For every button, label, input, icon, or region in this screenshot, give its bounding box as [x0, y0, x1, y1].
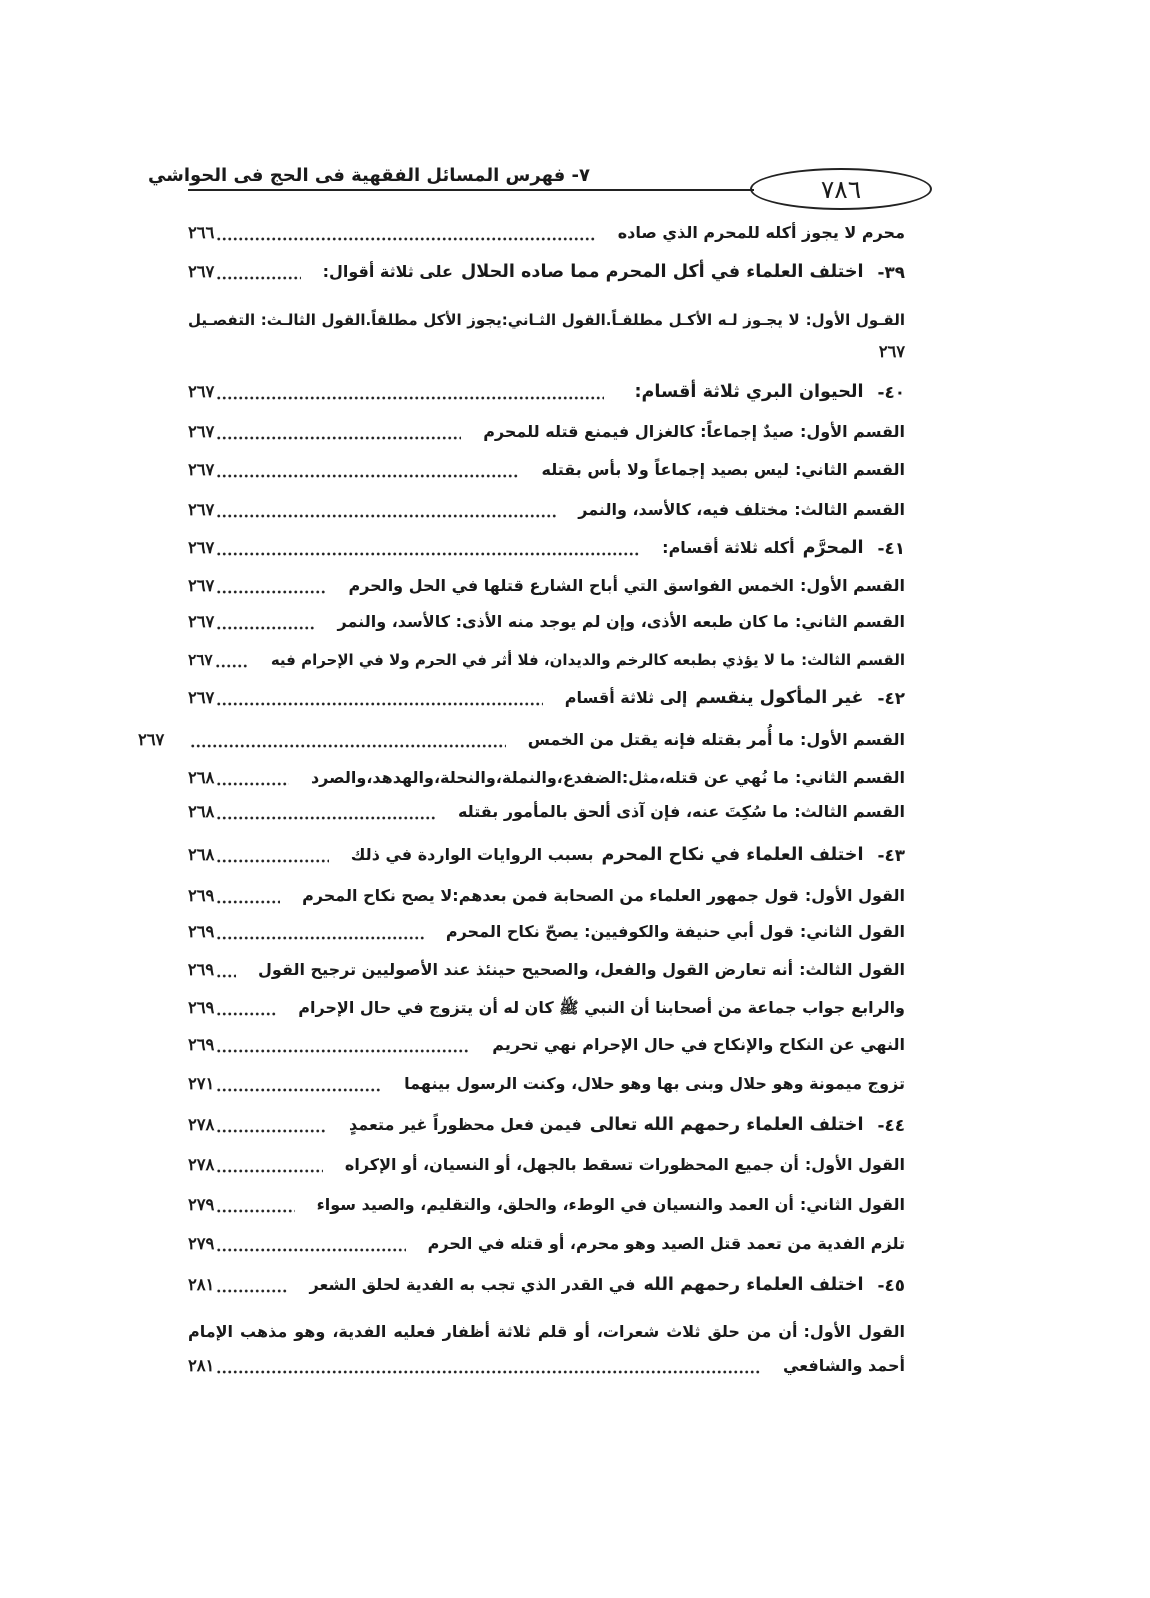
dot-leader	[216, 417, 461, 447]
index-heading-entry	[188, 377, 905, 407]
index-entry	[188, 455, 905, 485]
dot-leader	[216, 797, 436, 827]
dot-leader	[216, 840, 328, 870]
page-reference: ٢٧٨	[188, 1155, 215, 1174]
page-reference: ٢٦٧	[188, 612, 215, 631]
index-entry	[188, 1229, 905, 1259]
dot-leader	[216, 1190, 294, 1220]
page-reference: ٢٦٧	[188, 262, 215, 281]
entry-text: ما أُمر بقتله فإنه يقتل من الخمس	[527, 730, 794, 749]
entry-heading: المحرَّم	[802, 538, 864, 558]
entry-text: ما لا يؤذي بطبعه كالرخم والديدان، فلا أثر في الحرم ولا في الإحرام فيه	[270, 651, 796, 669]
page-reference: ٢٦٩	[188, 998, 215, 1017]
entry-number: ٤١-	[877, 538, 905, 558]
dot-leader	[190, 725, 506, 755]
index-entry	[188, 955, 905, 985]
index-entry	[188, 645, 905, 675]
page-reference: ٢٨١	[188, 1356, 215, 1375]
entry-text: جواب جماعة من أصحابنا أن النبي ﷺ كان له أن يتزوج في حال الإحرام	[298, 998, 846, 1017]
entry-label: القسم الثاني:	[794, 768, 905, 787]
entry-text: مختلف فيه، كالأسد، والنمر	[578, 500, 789, 519]
entry-text: الخمس الفواسق التي أباح الشارع قتلها في الحل والحرم	[348, 576, 794, 595]
entry-label: القول الأول:	[803, 1322, 905, 1341]
index-entry-continuation	[188, 1351, 905, 1381]
entry-label: القسم الثاني:	[794, 612, 905, 631]
page-reference: ٢٦٧	[188, 576, 215, 595]
dot-leader	[216, 993, 276, 1023]
dot-leader	[216, 607, 315, 637]
dot-leader	[216, 1270, 287, 1300]
entry-heading: غير المأكول ينقسم	[695, 688, 864, 708]
entry-text: تلزم الفدية من تعمد قتل الصيد وهو محرم، أو قتله في الحرم	[427, 1234, 905, 1253]
index-heading-entry	[188, 840, 905, 870]
page-reference: ٢٦٧	[188, 382, 215, 401]
entry-text-continuation: أحمد والشافعي	[783, 1356, 905, 1375]
index-entry	[188, 495, 905, 525]
dot-leader	[216, 1030, 470, 1060]
entry-label: القول الثاني:	[799, 922, 905, 941]
index-entry	[188, 881, 905, 911]
page-reference: ٢٦٨	[188, 845, 215, 864]
entry-text: أن من حلق ثلاث شعرات، أو قلم ثلاثة أظفار فعليه الفدية، وهو مذهب الإمام	[188, 1322, 798, 1341]
entry-text: ما نُهي عن قتله،مثل:الضفدع،والنملة،والنحلة،والهدهد،والصرد	[310, 768, 789, 787]
index-entry	[188, 1150, 905, 1180]
entry-text: لا يجـوز لـه الأكـل مطلقـاً.القول الثـاني:يجوز الأكل مطلقاً.القول الثالـث: التفصـيل	[188, 311, 800, 329]
index-entry	[188, 571, 905, 601]
index-entry	[188, 1030, 905, 1060]
index-heading-entry	[188, 257, 905, 287]
entry-label: القسم الثالث:	[801, 651, 905, 669]
dot-leader	[216, 455, 519, 485]
index-heading-entry	[188, 1110, 905, 1140]
entry-label: القول الثاني:	[799, 1195, 905, 1214]
entry-text: محرم لا يجوز أكله للمحرم الذي صاده	[617, 223, 905, 242]
entry-text: على ثلاثة أقوال:	[322, 262, 453, 281]
page-reference: ٢٦٩	[188, 886, 215, 905]
entry-label: القسم الأول:	[799, 576, 905, 595]
page-reference: ٢٦٧	[878, 342, 905, 361]
entry-text: النهي عن النكاح والإنكاح في حال الإحرام نهي تحريم	[492, 1035, 905, 1054]
dot-leader	[216, 533, 640, 563]
entry-text: قول جمهور العلماء من الصحابة فمن بعدهم:لا يصح نكاح المحرم	[302, 886, 799, 905]
page-reference: ٢٧٨	[188, 1115, 215, 1134]
index-entry	[138, 725, 905, 755]
dot-leader	[216, 1150, 323, 1180]
entry-number: ٤٣-	[877, 845, 905, 865]
entry-number: ٤٥-	[877, 1275, 905, 1295]
entry-number: ٤٠-	[877, 382, 905, 402]
entry-text: قول أبي حنيفة والكوفيين: يصحّ نكاح المحرم	[445, 922, 794, 941]
page-reference: ٢٦٨	[188, 802, 215, 821]
page-reference: ٢٧٩	[188, 1234, 215, 1253]
index-entry	[188, 993, 905, 1023]
page-reference: ٢٦٧	[188, 538, 215, 557]
entry-text: ما سُكِتَ عنه، فإن آذى ألحق بالمأمور بقتله	[457, 802, 789, 821]
index-entry	[188, 607, 905, 637]
index-heading-entry	[188, 533, 905, 563]
page-number: ٧٨٦	[820, 174, 862, 204]
index-entry	[188, 218, 905, 248]
entry-text: بسبب الروايات الواردة في ذلك	[350, 845, 594, 864]
index-entry	[188, 1069, 905, 1099]
entry-number: ٣٩-	[877, 262, 905, 282]
page-reference: ٢٦٧	[188, 422, 215, 441]
page-reference: ٢٧١	[188, 1074, 215, 1093]
page-reference: ٢٦٧	[138, 730, 165, 749]
entry-text: إلى ثلاثة أقسام	[564, 688, 688, 707]
entry-label: القول الأول:	[804, 1155, 905, 1174]
entry-heading: اختلف العلماء رحمهم الله تعالى	[589, 1115, 864, 1135]
index-entry-line	[188, 305, 905, 335]
dot-leader	[216, 257, 300, 287]
entry-label: القسم الثالث:	[794, 802, 905, 821]
entry-label: والرابع	[851, 998, 905, 1017]
index-entry	[188, 417, 905, 447]
entry-label: القول الثالث:	[799, 960, 905, 979]
dot-leader	[216, 218, 595, 248]
running-header-title: ٧- فهرس المسائل الفقهية فى الحج فى الحواشي	[147, 165, 590, 186]
dot-leader	[216, 495, 556, 525]
entry-label: القسم الثالث:	[794, 500, 905, 519]
dot-leader	[216, 571, 326, 601]
entry-label: القـول الأول:	[805, 311, 905, 329]
page-reference: ٢٦٧	[188, 460, 215, 479]
dot-leader	[216, 1229, 405, 1259]
page-reference: ٢٦٨	[188, 768, 215, 787]
entry-text: صيدٌ إجماعاً: كالغزال فيمنع قتله للمحرم	[483, 422, 794, 441]
entry-text: في القدر الذي تجب به الفدية لحلق الشعر	[309, 1275, 636, 1294]
entry-label: القسم الثاني:	[794, 460, 905, 479]
entry-text: تزوج ميمونة وهو حلال وبنى بها وهو حلال، وكنت الرسول بينهما	[404, 1074, 905, 1093]
dot-leader	[216, 763, 289, 793]
dot-leader	[216, 917, 424, 947]
page-reference: ٢٦٦	[188, 223, 215, 242]
page-reference: ٢٦٩	[188, 922, 215, 941]
entry-heading: اختلف العلماء في نكاح المحرم	[601, 845, 864, 865]
header-rule	[188, 189, 754, 191]
page-number-oval	[750, 168, 932, 210]
page-reference: ٢٦٧	[188, 651, 213, 669]
entry-text: أن جميع المحظورات تسقط بالجهل، أو النسيان، أو الإكراه	[344, 1155, 799, 1174]
dot-leader	[216, 955, 236, 985]
entry-heading: الحيوان البري ثلاثة أقسام:	[634, 382, 864, 402]
index-entry	[188, 917, 905, 947]
entry-text: ليس بصيد إجماعاً ولا بأس بقتله	[541, 460, 789, 479]
dot-leader	[216, 1351, 761, 1381]
page-reference: ٢٧٩	[188, 1195, 215, 1214]
index-heading-entry	[188, 683, 905, 713]
dot-leader	[216, 377, 604, 407]
entry-text: أن العمد والنسيان في الوطء، والحلق، والتقليم، والصيد سواء	[316, 1195, 794, 1214]
entry-text: أنه تعارض القول والفعل، والصحيح حينئذ عند الأصوليين ترجيح القول	[258, 960, 794, 979]
entry-heading: اختلف العلماء رحمهم الله	[643, 1275, 864, 1295]
entry-heading: اختلف العلماء في أكل المحرم مما صاده الحلال	[460, 262, 864, 282]
dot-leader	[215, 645, 249, 675]
page-reference: ٢٦٩	[187, 960, 215, 979]
dot-leader	[216, 1069, 382, 1099]
entry-text: أكله ثلاثة أقسام:	[662, 538, 795, 557]
entry-label: القول الأول:	[804, 886, 905, 905]
index-entry-line	[188, 1317, 905, 1347]
page-reference: ٢٦٧	[188, 688, 215, 707]
entry-number: ٤٤-	[877, 1115, 905, 1135]
index-entry	[188, 797, 905, 827]
dot-leader	[216, 881, 280, 911]
entry-label: القسم الأول:	[799, 730, 905, 749]
page-reference: ٢٨١	[188, 1275, 215, 1294]
entry-text: ما كان طبعه الأذى، وإن لم يوجد منه الأذى: كالأسد، والنمر	[337, 612, 789, 631]
dot-leader	[216, 1110, 327, 1140]
entry-number: ٤٢-	[877, 688, 905, 708]
index-heading-entry	[188, 1270, 905, 1300]
index-entry-continuation	[188, 337, 905, 367]
index-entry	[188, 1190, 905, 1220]
index-entry	[188, 763, 905, 793]
page-reference: ٢٦٩	[188, 1035, 215, 1054]
page-reference: ٢٦٧	[188, 500, 215, 519]
entry-text: فيمن فعل محظوراً غير متعمدٍ	[348, 1115, 582, 1134]
dot-leader	[216, 683, 542, 713]
entry-label: القسم الأول:	[799, 422, 905, 441]
